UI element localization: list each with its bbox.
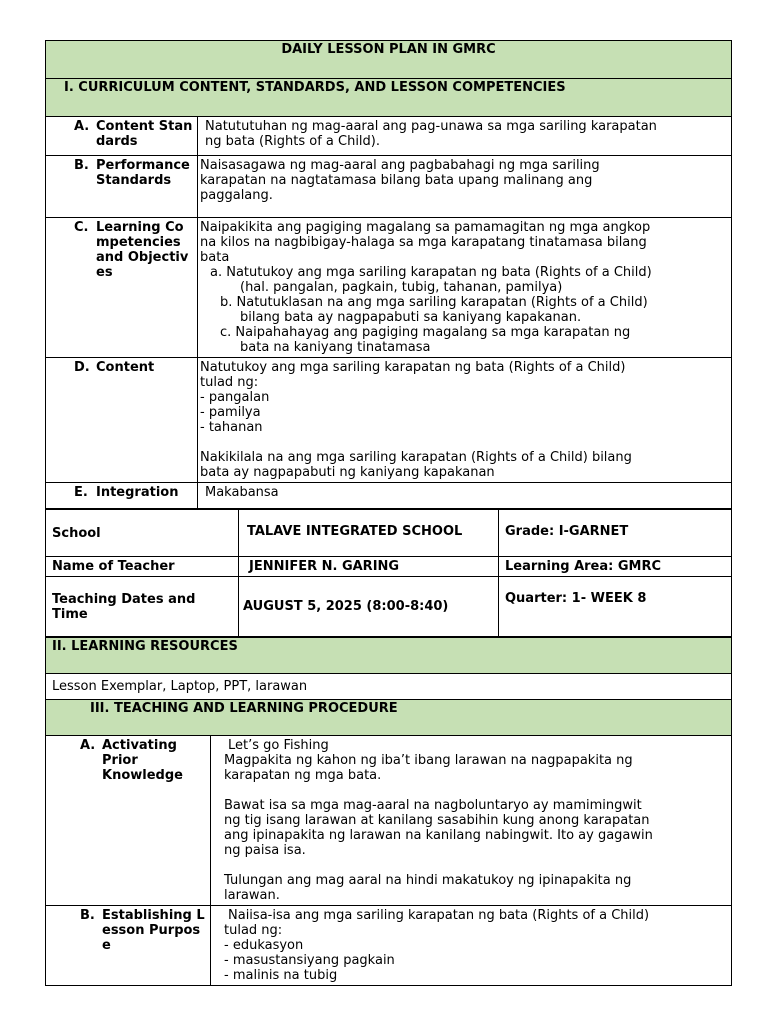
content-value — [198, 358, 732, 483]
list-item: - pangalan — [200, 390, 270, 405]
integration-label: E. Integration — [46, 483, 198, 509]
lesson-plan-document — [45, 40, 731, 986]
text-line: paggalang. — [200, 188, 273, 203]
grade-value: Grade: I-GARNET — [499, 510, 732, 557]
list-item: - edukasyon — [224, 938, 304, 953]
text-line: Tulungan ang mag aaral na hindi makatukoy ng ipinapakita ng — [224, 873, 632, 888]
section-1-heading: I. CURRICULUM CONTENT, STANDARDS, AND LESSON COMPETENCIES — [46, 79, 732, 117]
text-line: tulad ng: — [224, 923, 283, 938]
objective-b: b. Natutuklasan na ang mga sariling karapatan (Rights of a Child) — [220, 295, 648, 310]
text-line: Magpakita ng kahon ng iba’t ibang larawan na nagpapakita ng — [224, 753, 633, 768]
learning-area-value: Learning Area: GMRC — [499, 557, 732, 577]
text-line: tulad ng: — [200, 375, 259, 390]
activating-prior-knowledge-label: A. Activating Prior Knowledge — [46, 736, 211, 906]
content-label: D. Content — [46, 358, 198, 483]
class-info-table — [45, 509, 732, 637]
section-3-heading: III. TEACHING AND LEARNING PROCEDURE — [46, 700, 732, 736]
learning-competencies-label: C. Learning Competencies and Objectives — [46, 218, 198, 358]
content-standards-label: A. Content Standards — [46, 117, 198, 156]
curriculum-table — [45, 40, 732, 509]
teacher-value: JENNIFER N. GARING — [239, 557, 499, 577]
list-item: - pamilya — [200, 405, 261, 420]
activating-prior-knowledge-value — [211, 736, 732, 906]
text-line: Naisasagawa ng mag-aaral ang pagbabahagi ng mga sariling — [200, 158, 600, 173]
objective-c: c. Naipahahayag ang pagiging magalang sa mga karapatan ng — [220, 325, 631, 340]
text-line: karapatan ng mga bata. — [224, 768, 382, 783]
establishing-lesson-purpose-label: B. Establishing Lesson Purpose — [46, 906, 211, 986]
objective-c-detail: bata na kaniyang tinatamasa — [240, 340, 431, 355]
text-line: ng bata (Rights of a Child). — [205, 134, 381, 149]
text-line: na kilos na nagbibigay-halaga sa mga karapatang tinatamasa bilang — [200, 235, 647, 250]
text-line: ng paisa isa. — [224, 843, 306, 858]
list-item: - masustansiyang pagkain — [224, 953, 395, 968]
learning-resources-text: Lesson Exemplar, Laptop, PPT, larawan — [46, 674, 732, 700]
learning-competencies-value — [198, 218, 732, 358]
list-item: - malinis na tubig — [224, 968, 338, 983]
objective-a: a. Natutukoy ang mga sariling karapatan ng bata (Rights of a Child) — [210, 265, 652, 280]
text-line: Naipakikita ang pagiging magalang sa pamamagitan ng mga angkop — [200, 220, 651, 235]
performance-standards-value — [198, 156, 732, 218]
school-value: TALAVE INTEGRATED SCHOOL — [239, 510, 499, 557]
dates-label: Teaching Dates and Time — [46, 577, 239, 637]
integration-value: Makabansa — [198, 483, 732, 509]
text-line: Bawat isa sa mga mag-aaral na nagboluntaryo ay mamimingwit — [224, 798, 642, 813]
text-line: ng tig isang larawan at kanilang sasabihin kung anong karapatan — [224, 813, 650, 828]
document-title: DAILY LESSON PLAN IN GMRC — [46, 41, 732, 79]
text-line: bata — [200, 250, 230, 265]
text-line: Naiisa-isa ang mga sariling karapatan ng bata (Rights of a Child) — [228, 908, 650, 923]
text-line: Nakikilala na ang mga sariling karapatan (Rights of a Child) bilang — [200, 450, 632, 465]
dates-value: AUGUST 5, 2025 (8:00-8:40) — [239, 577, 499, 637]
text-line: Natututuhan ng mag-aaral ang pag-unawa sa mga sariling karapatan — [205, 119, 657, 134]
content-standards-value — [198, 117, 732, 156]
performance-standards-label: B. Performance Standards — [46, 156, 198, 218]
text-line: karapatan na nagtatamasa bilang bata upang malinang ang — [200, 173, 593, 188]
resources-procedure-table — [45, 637, 732, 986]
objective-a-detail: (hal. pangalan, pagkain, tubig, tahanan, pamilya) — [240, 280, 563, 295]
teacher-label: Name of Teacher — [46, 557, 239, 577]
quarter-value: Quarter: 1- WEEK 8 — [499, 577, 732, 637]
section-2-heading: II. LEARNING RESOURCES — [46, 638, 732, 674]
establishing-lesson-purpose-value — [211, 906, 732, 986]
activity-title: Let’s go Fishing — [228, 738, 329, 753]
text-line: bata ay nagpapabuti ng kaniyang kapakanan — [200, 465, 495, 480]
text-line: ang ipinapakita ng larawan na kanilang nabingwit. Ito ay gagawin — [224, 828, 653, 843]
school-label: School — [46, 510, 239, 557]
text-line: Natutukoy ang mga sariling karapatan ng bata (Rights of a Child) — [200, 360, 626, 375]
text-line: larawan. — [224, 888, 280, 903]
list-item: - tahanan — [200, 420, 263, 435]
objective-b-detail: bilang bata ay nagpapabuti sa kaniyang kapakanan. — [240, 310, 582, 325]
